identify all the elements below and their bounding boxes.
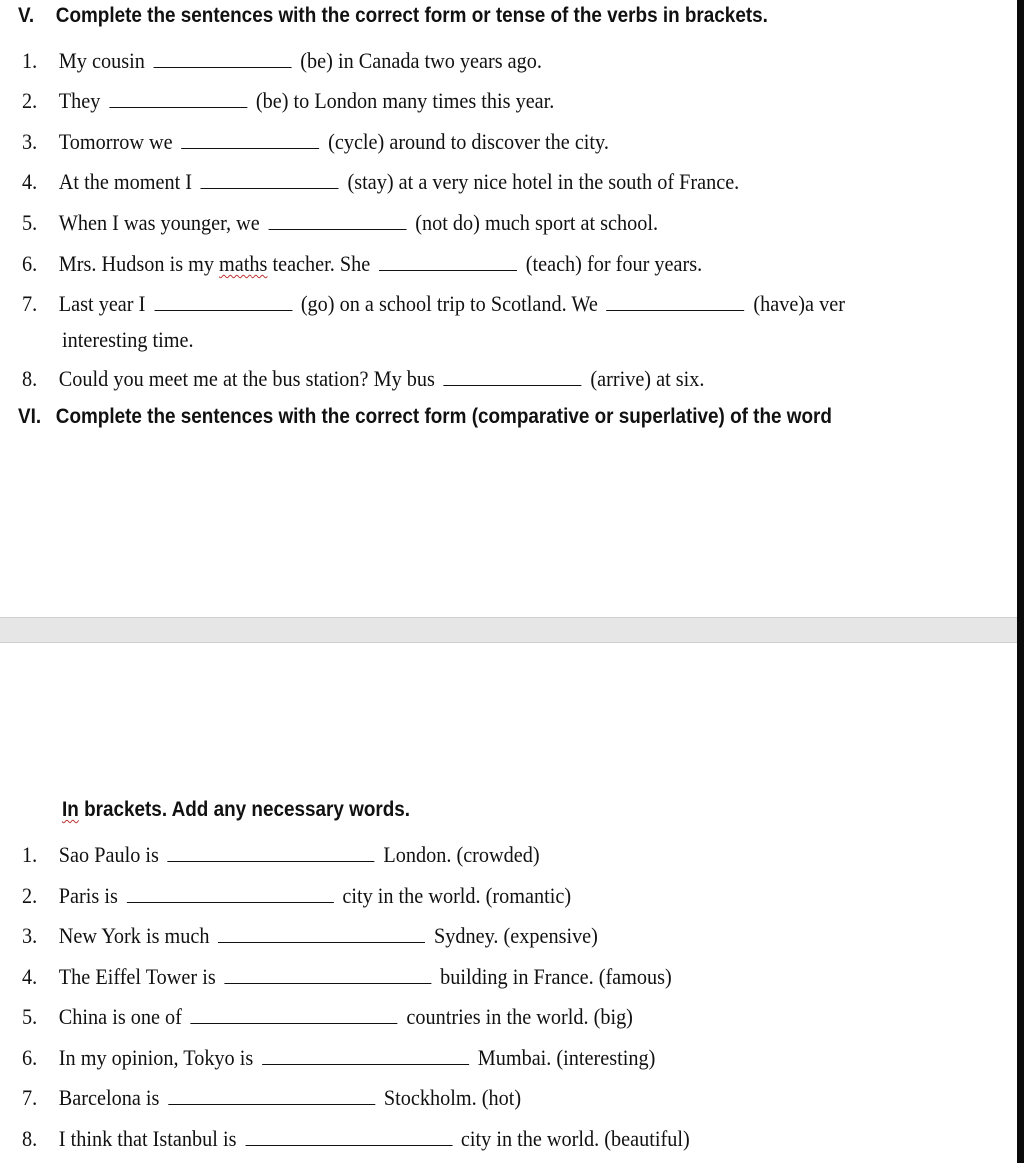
section-6-number: VI. bbox=[18, 405, 42, 428]
s5-item-2: 2. They (be) to London many times this year. bbox=[22, 88, 555, 113]
answer-blank[interactable] bbox=[379, 254, 517, 271]
s6-item-7: 7. Barcelona is Stockholm. (hot) bbox=[22, 1085, 522, 1110]
section-5-title: Complete the sentences with the correct form or tense of the verbs in brackets. bbox=[55, 4, 768, 27]
s5-item-3: 3. Tomorrow we (cycle) around to discover the city. bbox=[22, 129, 609, 154]
s5-item-4: 4. At the moment I (stay) at a very nice hotel in the south of France. bbox=[22, 169, 740, 194]
s6-item-8: 8. I think that Istanbul is city in the world. (beautiful) bbox=[22, 1126, 690, 1151]
section-5-heading bbox=[18, 4, 768, 28]
s5-item-1: 1. My cousin (be) in Canada two years ago. bbox=[22, 48, 542, 73]
answer-blank[interactable] bbox=[444, 369, 582, 386]
s6-item-6: 6. In my opinion, Tokyo is Mumbai. (interesting) bbox=[22, 1045, 656, 1070]
answer-blank[interactable] bbox=[607, 294, 745, 311]
section-5-number: V. bbox=[18, 4, 35, 27]
answer-blank[interactable] bbox=[269, 213, 407, 230]
s5-item-7-continuation: interesting time. bbox=[62, 327, 194, 352]
window-right-edge bbox=[1017, 0, 1024, 1163]
answer-blank[interactable] bbox=[218, 926, 425, 943]
page-break-divider bbox=[0, 617, 1018, 643]
answer-blank[interactable] bbox=[201, 172, 339, 189]
s6-item-1: 1. Sao Paulo is London. (crowded) bbox=[22, 842, 540, 867]
s5-item-7: 7. Last year I (go) on a school trip to Scotland. We (have)a ver bbox=[22, 291, 845, 316]
section-6-heading bbox=[18, 405, 832, 429]
answer-blank[interactable] bbox=[191, 1007, 398, 1024]
answer-blank[interactable] bbox=[154, 51, 292, 68]
answer-blank[interactable] bbox=[127, 886, 334, 903]
s5-item-6: 6. Mrs. Hudson is my maths teacher. She (teach) for four years. bbox=[22, 251, 703, 276]
answer-blank[interactable] bbox=[109, 91, 247, 108]
answer-blank[interactable] bbox=[181, 132, 319, 149]
answer-blank[interactable] bbox=[168, 845, 375, 862]
s6-item-5: 5. China is one of countries in the world. (big) bbox=[22, 1004, 633, 1029]
s6-item-2: 2. Paris is city in the world. (romantic) bbox=[22, 883, 572, 908]
s6-item-3: 3. New York is much Sydney. (expensive) bbox=[22, 923, 598, 948]
answer-blank[interactable] bbox=[224, 967, 431, 984]
answer-blank[interactable] bbox=[245, 1129, 452, 1146]
s6-item-4: 4. The Eiffel Tower is building in France. (famous) bbox=[22, 964, 672, 989]
spellcheck-word: maths bbox=[219, 251, 268, 276]
answer-blank[interactable] bbox=[168, 1088, 375, 1105]
s5-item-8: 8. Could you meet me at the bus station? My bus (arrive) at six. bbox=[22, 366, 705, 391]
section-6-heading-continuation: In brackets. Add any necessary words. bbox=[62, 798, 411, 821]
section-6-title: Complete the sentences with the correct form (comparative or superlative) of the word bbox=[55, 405, 832, 428]
answer-blank[interactable] bbox=[154, 294, 292, 311]
answer-blank[interactable] bbox=[262, 1048, 469, 1065]
s5-item-5: 5. When I was younger, we (not do) much sport at school. bbox=[22, 210, 659, 235]
